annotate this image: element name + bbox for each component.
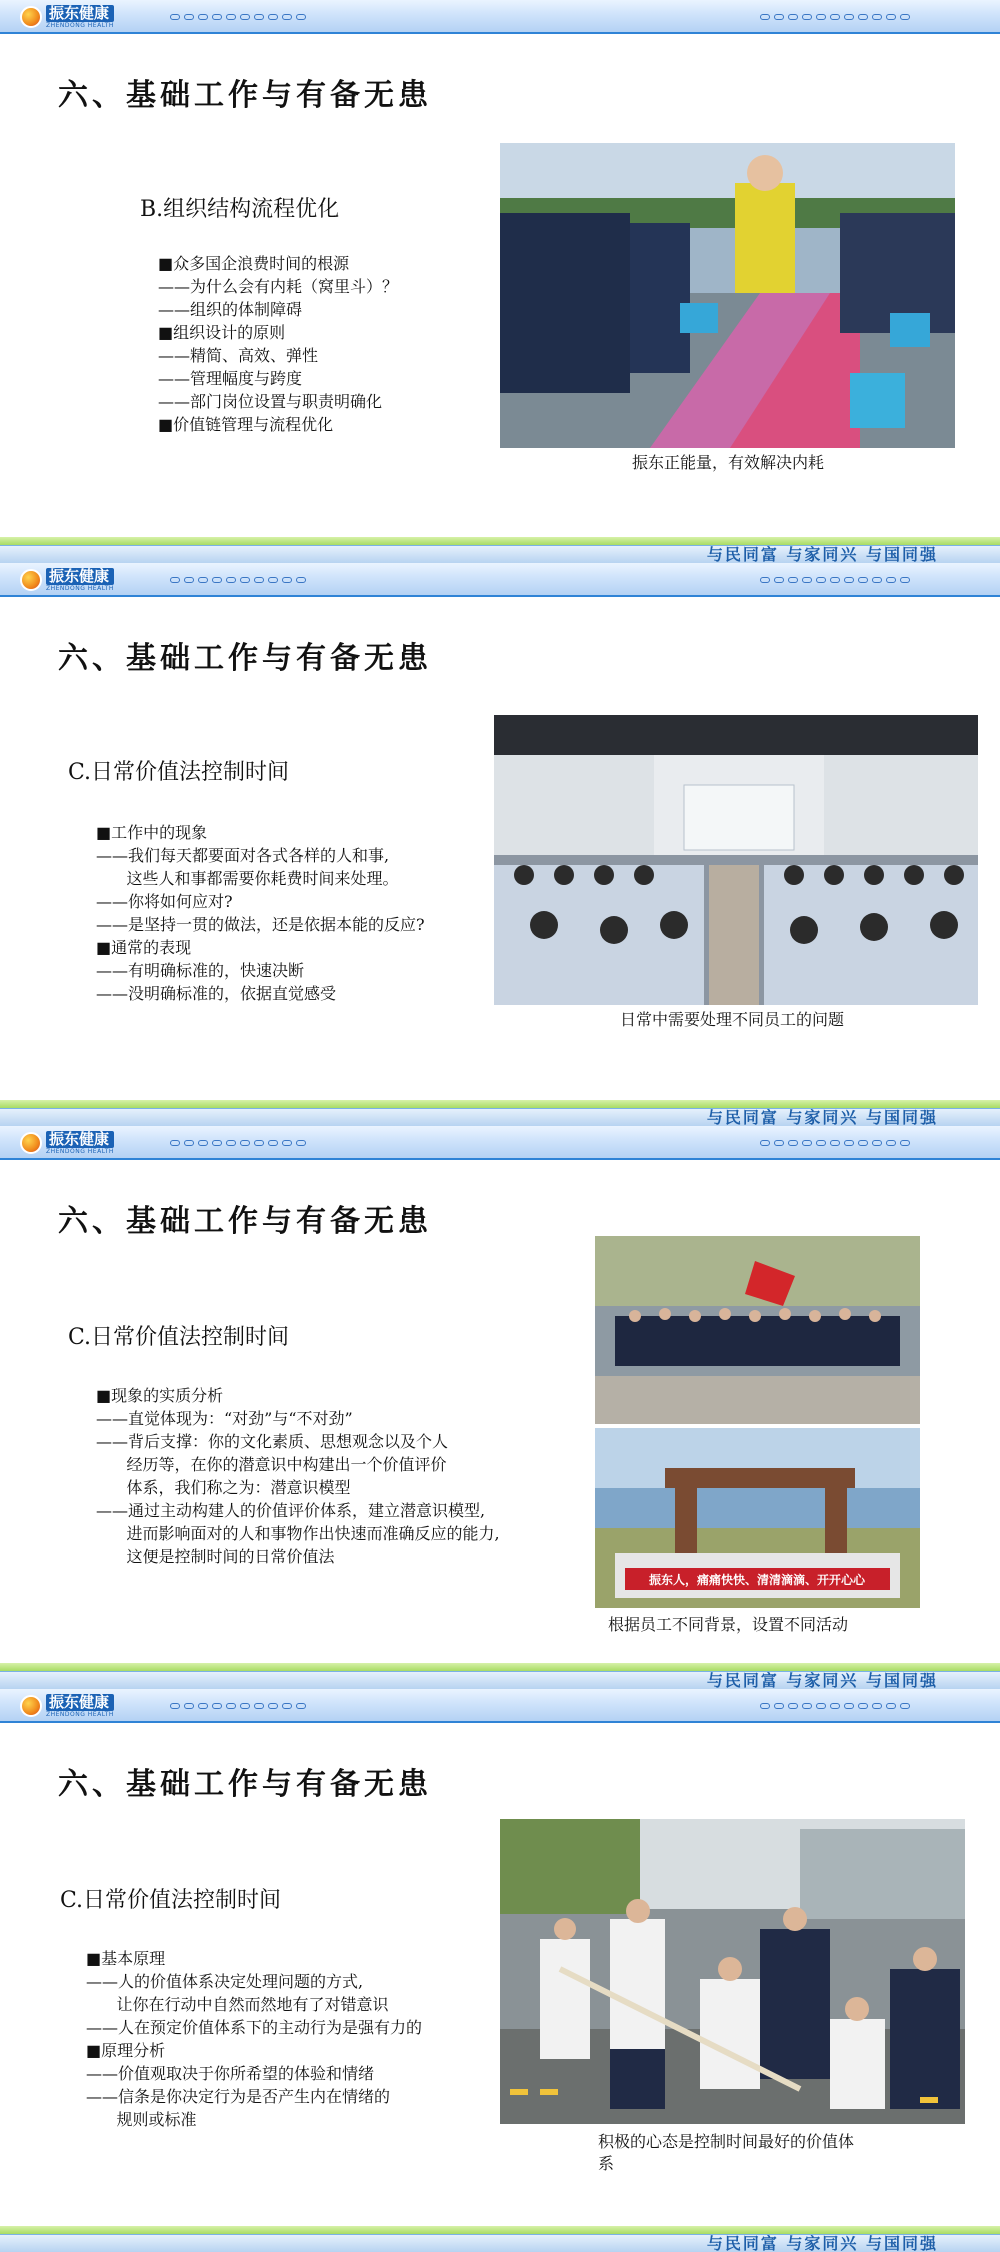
- brand-name: 振东健康: [46, 5, 114, 22]
- slide-subtitle: C.日常价值法控制时间: [60, 1888, 282, 1913]
- caption-line: 积极的心态是控制时间最好的价值体: [598, 2132, 855, 2151]
- body-line: ——是坚持一贯的做法，还是依据本能的反应?: [96, 915, 425, 934]
- body-line: ■基本原理: [86, 1949, 166, 1968]
- slide-footer-bar: [0, 537, 1000, 563]
- logo-emblem-icon: [20, 6, 42, 28]
- header-ornament: [170, 12, 306, 22]
- slide-footer-bar: [0, 1663, 1000, 1689]
- body-line: ■价值链管理与流程优化: [158, 415, 334, 434]
- body-line: ——没明确标准的，依据直觉感受: [96, 984, 337, 1003]
- photo-caption: 日常中需要处理不同员工的问题: [620, 1010, 845, 1029]
- brand-logo: [20, 5, 114, 29]
- footer-slogan: 与民同富 与家同兴 与国同强: [706, 545, 938, 563]
- header-ornament: [170, 1701, 306, 1711]
- slide-footer-bar: [0, 1100, 1000, 1126]
- slide-header-bar: [0, 563, 1000, 597]
- slide-body: [86, 1947, 422, 2131]
- brand-name-en: ZHENDONG HEALTH: [46, 1711, 114, 1718]
- brand-name: 振东健康: [46, 1131, 114, 1148]
- logo-emblem-icon: [20, 569, 42, 591]
- brand-logo: [20, 1694, 114, 1718]
- header-ornament: [760, 12, 910, 22]
- footer-slogan: 与民同富 与家同兴 与国同强: [706, 1108, 938, 1126]
- header-ornament: [170, 1138, 306, 1148]
- photo-caption: 振东正能量，有效解决内耗: [632, 453, 825, 472]
- header-ornament: [760, 575, 910, 585]
- photo-caption: 根据员工不同背景，设置不同活动: [608, 1615, 849, 1634]
- body-line: ■组织设计的原则: [158, 323, 286, 342]
- slide-subtitle: B.组织结构流程优化: [140, 197, 340, 222]
- body-line: 这些人和事都需要你耗费时间来处理。: [96, 869, 399, 888]
- body-line: ——我们每天都要面对各式各样的人和事,: [96, 846, 390, 865]
- body-line: ■工作中的现象: [96, 823, 208, 842]
- body-line: 这便是控制时间的日常价值法: [96, 1547, 335, 1566]
- brand-logo: [20, 1131, 114, 1155]
- body-line: ——精简、高效、弹性: [158, 346, 319, 365]
- slide-title: 六、基础工作与有备无患: [58, 1767, 432, 1802]
- body-line: ■通常的表现: [96, 938, 192, 957]
- slide-subtitle: C.日常价值法控制时间: [68, 760, 290, 785]
- slide-header-bar: [0, 1126, 1000, 1160]
- body-line: ——为什么会有内耗（窝里斗）？: [158, 277, 399, 296]
- slide-footer-bar: [0, 2226, 1000, 2252]
- brand-name: 振东健康: [46, 568, 114, 585]
- slide-header-bar: [0, 1689, 1000, 1723]
- footer-slogan: 与民同富 与家同兴 与国同强: [706, 1671, 938, 1689]
- body-line: ——有明确标准的，快速决断: [96, 961, 305, 980]
- meeting-hall-photo: [494, 715, 978, 1005]
- body-line: ——部门岗位设置与职责明确化: [158, 392, 383, 411]
- caption-line: 系: [598, 2154, 615, 2173]
- slide-title: 六、基础工作与有备无患: [58, 78, 432, 113]
- brand-name-en: ZHENDONG HEALTH: [46, 1148, 114, 1155]
- body-line: ——人在预定价值体系下的主动行为是强有力的: [86, 2018, 423, 2037]
- body-line: 体系，我们称之为：潜意识模型: [96, 1478, 351, 1497]
- banner-text: 振东人，痛痛快快、清清滴滴、开开心心: [648, 1573, 866, 1587]
- brand-name-en: ZHENDONG HEALTH: [46, 585, 114, 592]
- body-line: 进而影响面对的人和事物作出快速而准确反应的能力,: [96, 1524, 500, 1543]
- body-line: ——通过主动构建人的价值评价体系，建立潜意识模型,: [96, 1501, 486, 1520]
- slide-header-bar: [0, 0, 1000, 34]
- footer-slogan: 与民同富 与家同兴 与国同强: [706, 2234, 938, 2252]
- slide-2: [0, 563, 1000, 1126]
- body-line: ——直觉体现为：“对劲”与“不对劲”: [96, 1409, 353, 1428]
- body-line: ■原理分析: [86, 2041, 166, 2060]
- slide-4: [0, 1689, 1000, 2252]
- body-line: 让你在行动中自然而然地有了对错意识: [86, 1995, 389, 2014]
- body-line: ——你将如何应对?: [96, 892, 233, 911]
- header-ornament: [760, 1138, 910, 1148]
- slide-title: 六、基础工作与有备无患: [58, 1204, 432, 1239]
- brand-name-en: ZHENDONG HEALTH: [46, 22, 114, 29]
- body-line: ——背后支撑：你的文化素质、思想观念以及个人: [96, 1432, 449, 1451]
- logo-emblem-icon: [20, 1132, 42, 1154]
- logo-emblem-icon: [20, 1695, 42, 1717]
- header-ornament: [760, 1701, 910, 1711]
- group-photo-bottom: [595, 1428, 920, 1608]
- slide-3: [0, 1126, 1000, 1689]
- photo-caption: [598, 2131, 854, 2175]
- slide-body: [96, 1384, 500, 1568]
- group-photo-top: [595, 1236, 920, 1424]
- slide-body: [158, 252, 398, 436]
- slide-title: 六、基础工作与有备无患: [58, 641, 432, 676]
- activity-photo: [500, 143, 955, 448]
- body-line: ——信条是你决定行为是否产生内在情绪的: [86, 2087, 391, 2106]
- body-line: 规则或标准: [86, 2110, 197, 2129]
- body-line: 经历等，在你的潜意识中构建出一个价值评价: [96, 1455, 447, 1474]
- brand-logo: [20, 568, 114, 592]
- teamwork-photo: [500, 1819, 965, 2124]
- body-line: ■众多国企浪费时间的根源: [158, 254, 350, 273]
- body-line: ——价值观取决于你所希望的体验和情绪: [86, 2064, 375, 2083]
- body-line: ——人的价值体系决定处理问题的方式,: [86, 1972, 364, 1991]
- brand-name: 振东健康: [46, 1694, 114, 1711]
- header-ornament: [170, 575, 306, 585]
- slide-1: [0, 0, 1000, 563]
- slide-subtitle: C.日常价值法控制时间: [68, 1325, 290, 1350]
- body-line: ■现象的实质分析: [96, 1386, 224, 1405]
- body-line: ——管理幅度与跨度: [158, 369, 303, 388]
- slide-body: [96, 821, 425, 1005]
- body-line: ——组织的体制障碍: [158, 300, 303, 319]
